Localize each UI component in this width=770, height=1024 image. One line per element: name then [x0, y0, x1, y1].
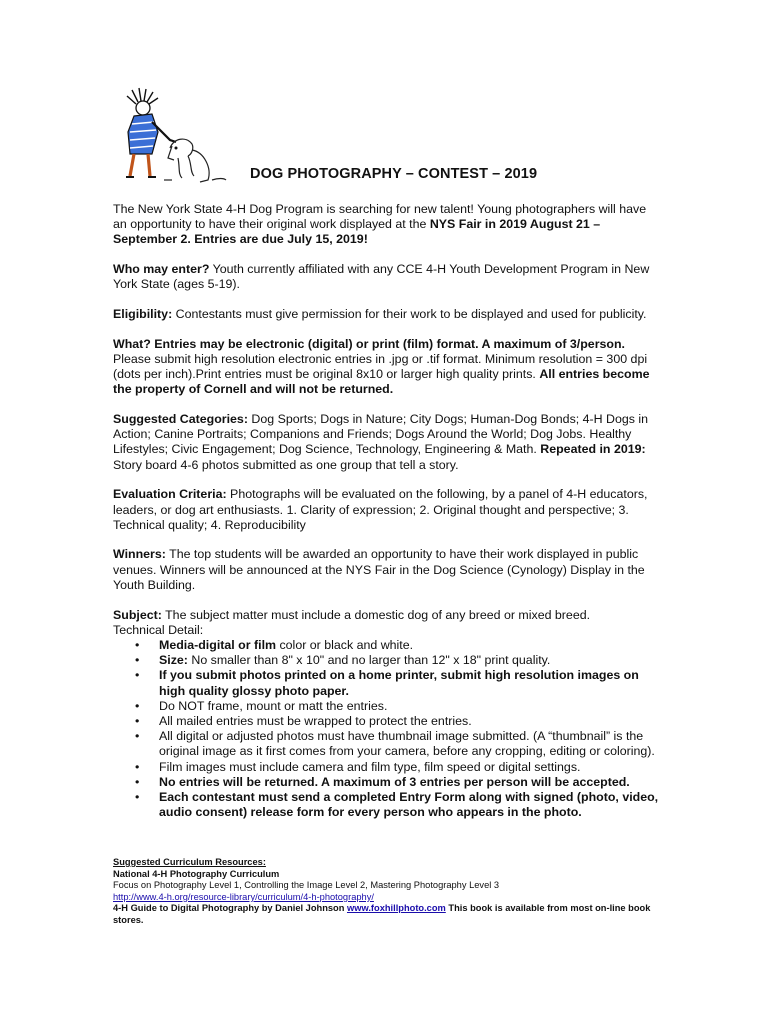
- resources-national: National 4-H Photography Curriculum: [113, 868, 280, 879]
- categories-repeated: Repeated in 2019:: [540, 442, 646, 457]
- resources-focus: Focus on Photography Level 1, Controlling the Image Level 2, Mastering Photography Level 3: [113, 880, 500, 891]
- resources-heading: Suggested Curriculum Resources:: [113, 857, 266, 867]
- what-label: What? Entries may be electronic (digital) or print (film) format. A maximum of 3/person.: [113, 336, 625, 351]
- list-item-bold: Each contestant must send a completed Entry Form along with signed (photo, video, audio consent) release form for every person who appears in the photo.: [159, 790, 659, 820]
- eligibility-paragraph: [113, 307, 661, 322]
- dog-and-child-logo-icon: [108, 84, 228, 194]
- list-item: [113, 699, 661, 714]
- resources-guide: 4-H Guide to Digital Photography by Daniel Johnson: [113, 903, 347, 914]
- list-item: [113, 638, 661, 653]
- foxhillphoto-link[interactable]: www.foxhillphoto.com: [346, 903, 446, 914]
- winners-text: The top students will be awarded an opportunity to have their work displayed in public venues. Winners will be announced at the NYS Fair in the Dog Science (Cynology) Display in the Youth Building.: [113, 547, 645, 592]
- technical-detail-list: [113, 638, 661, 820]
- categories-text: Dog Sports; Dogs in Nature; City Dogs; Human-Dog Bonds; 4-H Dogs in Action; Canine Portraits; Companions and Friends; Dogs Around the World; Dog Jobs. Healthy Lifestyles; Civic Engagement; Dog Science, Technology, Engineering & Math.: [113, 412, 649, 457]
- winners-label: Winners:: [113, 547, 166, 562]
- list-item-bold: No entries will be returned. A maximum of 3 entries per person will be accepted.: [159, 774, 630, 789]
- eligibility-label: Eligibility:: [113, 307, 173, 322]
- list-item: [113, 790, 661, 820]
- curriculum-resources: [113, 857, 661, 927]
- list-item-text: No smaller than 8" x 10" and no larger than 12" x 18" print quality.: [187, 653, 551, 668]
- intro-dates: NYS Fair in 2019 August 21 – September 2. Entries are due July 15, 2019!: [113, 217, 601, 247]
- evaluation-paragraph: [113, 487, 661, 533]
- list-item: [113, 714, 661, 729]
- list-item: [113, 729, 661, 759]
- list-item: [113, 775, 661, 790]
- evaluation-label: Evaluation Criteria:: [113, 487, 227, 502]
- what-paragraph: [113, 337, 661, 398]
- what-property: All entries become the property of Cornell and will not be returned.: [113, 367, 650, 397]
- list-item-bold: If you submit photos printed on a home printer, submit high resolution images on high quality glossy photo paper.: [159, 668, 639, 698]
- evaluation-text: Photographs will be evaluated on the following, by a panel of 4-H educators, leaders, or dog art enthusiasts. 1. Clarity of expression; 2. Original thought and perspective; 3. Technical quality; 4. Reproducibility: [113, 487, 648, 532]
- list-item-text: Film images must include camera and film type, film speed or digital settings.: [159, 759, 581, 774]
- list-item-text: Do NOT frame, mount or matt the entries.: [159, 698, 388, 713]
- subject-label: Subject:: [113, 607, 162, 622]
- list-item-text: All mailed entries must be wrapped to protect the entries.: [159, 713, 472, 728]
- winners-paragraph: [113, 547, 661, 593]
- list-item: [113, 653, 661, 668]
- page-title: DOG PHOTOGRAPHY – CONTEST – 2019: [250, 166, 538, 182]
- list-item: [113, 668, 661, 698]
- list-item-text: All digital or adjusted photos must have thumbnail image submitted. (A “thumbnail” is the original image as it first comes from your camera, before any cropping, editing or coloring).: [159, 729, 655, 759]
- intro-text: The New York State 4-H Dog Program is searching for new talent! Young photographers will have an opportunity to have their original work displayed at the: [113, 202, 647, 232]
- document-body: [113, 202, 661, 820]
- categories-paragraph: [113, 412, 661, 473]
- resources-guide-end: This book is available from most on-line book stores.: [113, 903, 651, 925]
- eligibility-text: Contestants must give permission for their work to be displayed and used for publicity.: [172, 307, 647, 322]
- categories-label: Suggested Categories:: [113, 412, 248, 427]
- technical-detail-label: Technical Detail:: [113, 622, 204, 637]
- who-label: Who may enter?: [113, 262, 210, 277]
- list-item-text: color or black and white.: [276, 637, 414, 652]
- list-item-bold: Media-digital or film: [159, 637, 277, 652]
- subject-paragraph: [113, 608, 661, 623]
- who-paragraph: [113, 262, 661, 292]
- 4h-photography-link[interactable]: http://www.4-h.org/resource-library/curriculum/4-h-photography/: [113, 891, 374, 902]
- intro-paragraph: [113, 202, 661, 248]
- list-item: [113, 760, 661, 775]
- what-text: Please submit high resolution electronic entries in .jpg or .tif format. Minimum resolution = 300 dpi (dots per inch).Print entries must be original 8x10 or larger high quality prints.: [113, 351, 648, 382]
- who-text: Youth currently affiliated with any CCE 4-H Youth Development Program in New York State (ages 5-19).: [113, 262, 650, 292]
- subject-text: The subject matter must include a domestic dog of any breed or mixed breed.: [161, 607, 591, 622]
- categories-storyboard: Story board 4-6 photos submitted as one group that tell a story.: [113, 457, 459, 472]
- list-item-bold: Size:: [159, 653, 188, 668]
